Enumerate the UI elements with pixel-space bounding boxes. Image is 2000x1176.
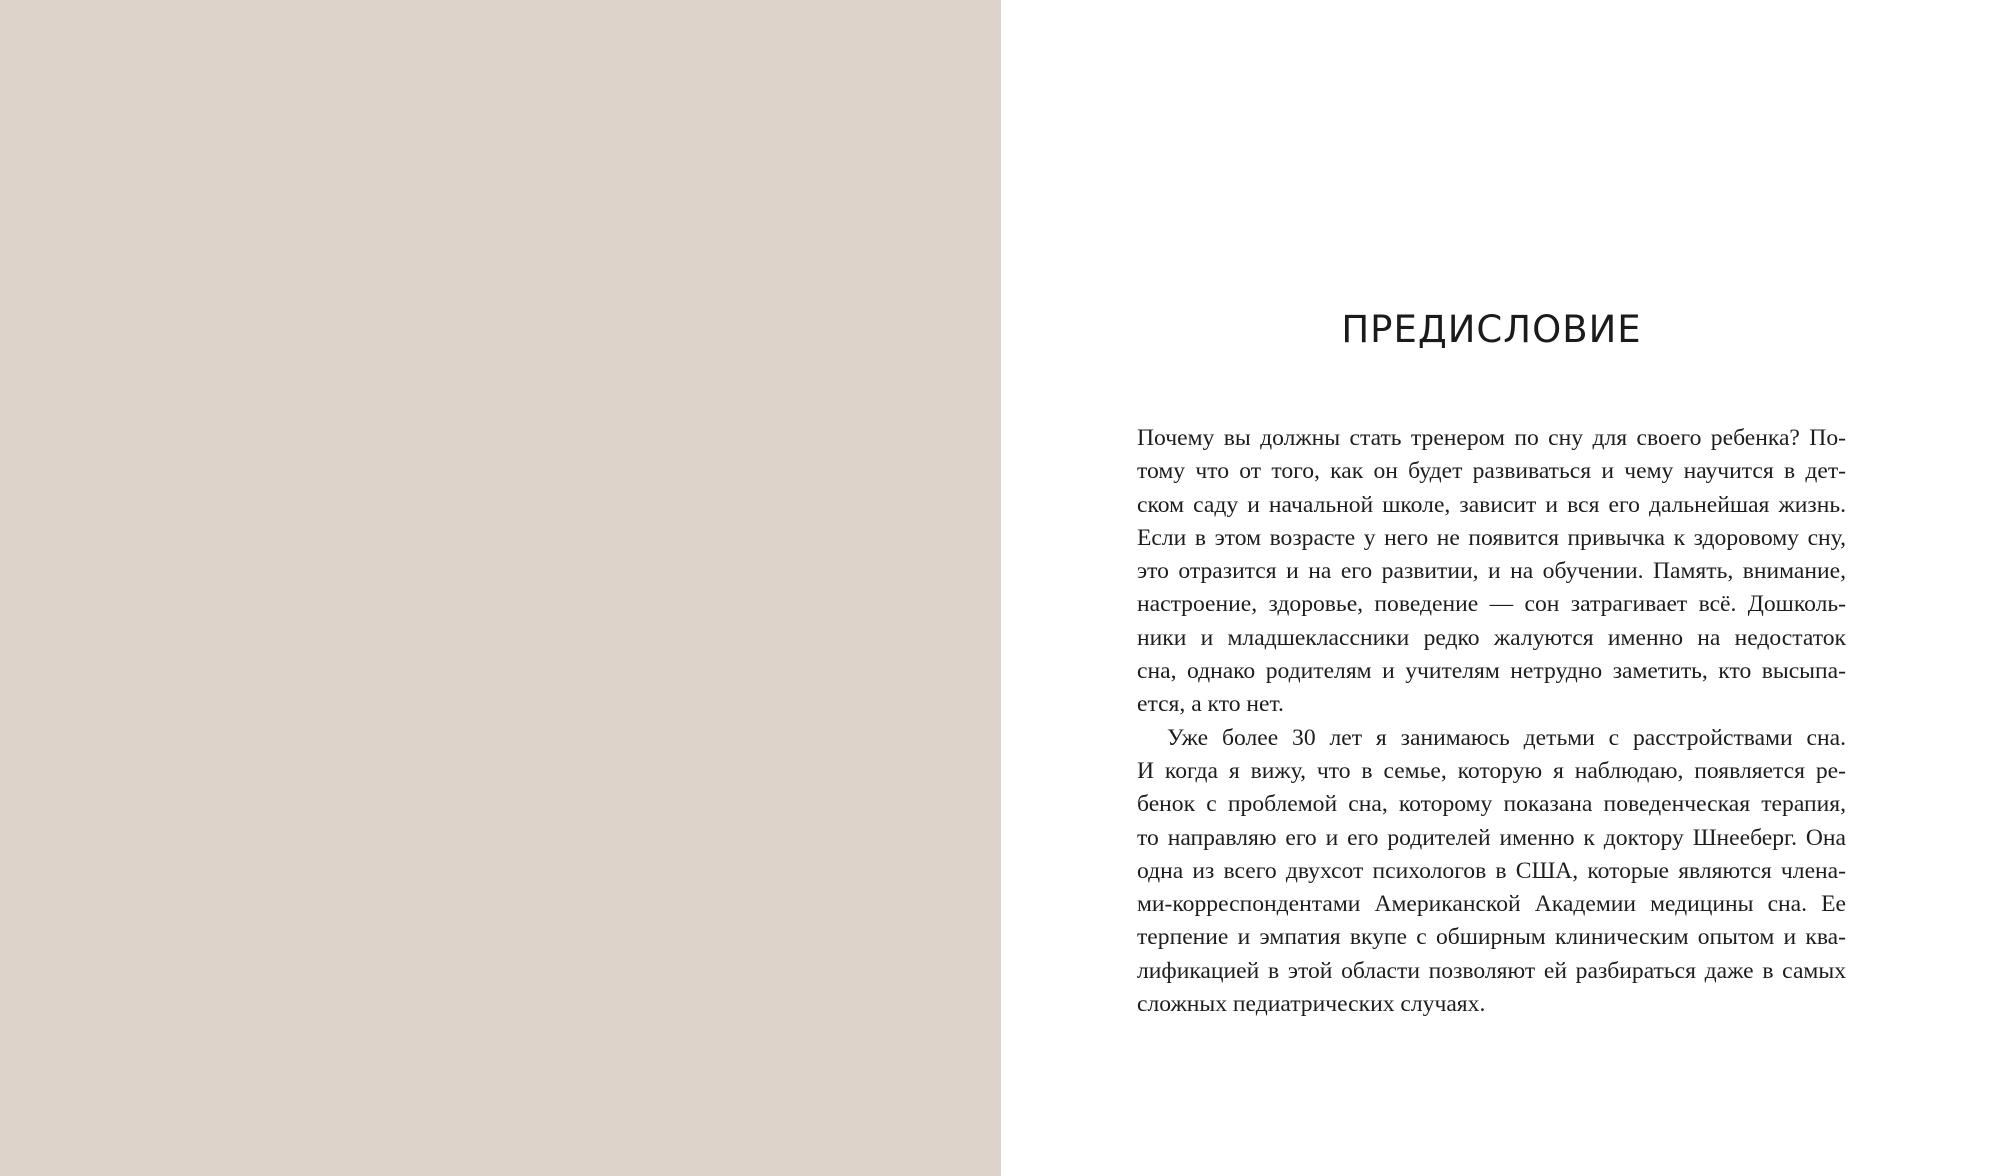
text-line: сна, однако родителям и учителям нетрудно заметить, кто высыпа-	[1137, 658, 1846, 685]
text-line: бенок с проблемой сна, которому показана поведенческая терапия,	[1137, 791, 1846, 818]
text-line: ми-корреспондентами Американской Академии медицины сна. Ее	[1137, 891, 1846, 918]
text-line: ется, а кто нет.	[1137, 691, 1284, 718]
text-line: то направляю его и его родителей именно к доктору Шнееберг. Она	[1137, 824, 1846, 851]
body-text	[1137, 422, 1846, 1021]
text-line: терпение и эмпатия вкупе с обширным клиническим опытом и ква-	[1137, 924, 1846, 951]
chapter-title: ПРЕДИСЛОВИЕ	[1341, 308, 1642, 351]
text-line: тому что от того, как он будет развиваться и чему научится в дет-	[1137, 458, 1846, 485]
paragraph-2	[1137, 722, 1846, 1022]
text-line: это отразится и на его развитии, и на обучении. Память, внимание,	[1137, 558, 1846, 585]
text-line: лификацией в этой области позволяют ей разбираться даже в самых	[1137, 957, 1846, 984]
text-line: Если в этом возрасте у него не появится привычка к здоровому сну,	[1137, 524, 1846, 551]
text-line: одна из всего двухсот психологов в США, которые являются члена-	[1137, 857, 1846, 884]
text-line: Почему вы должны стать тренером по сну для своего ребенка? По-	[1137, 425, 1846, 451]
text-line: Уже более 30 лет я занимаюсь детьми с расстройствами сна.	[1167, 724, 1846, 751]
text-line: сложных педиатрических случаях.	[1137, 991, 1486, 1018]
paragraph-1	[1137, 422, 1846, 722]
text-line: настроение, здоровье, поведение — сон затрагивает всё. Дошколь-	[1137, 591, 1846, 618]
text-line: ники и младшеклассники редко жалуются именно на недостаток	[1137, 624, 1846, 651]
text-line: ском саду и начальной школе, зависит и вся его дальнейшая жизнь.	[1137, 491, 1846, 518]
text-line: И когда я вижу, что в семье, которую я наблюдаю, появляется ре-	[1137, 757, 1846, 784]
